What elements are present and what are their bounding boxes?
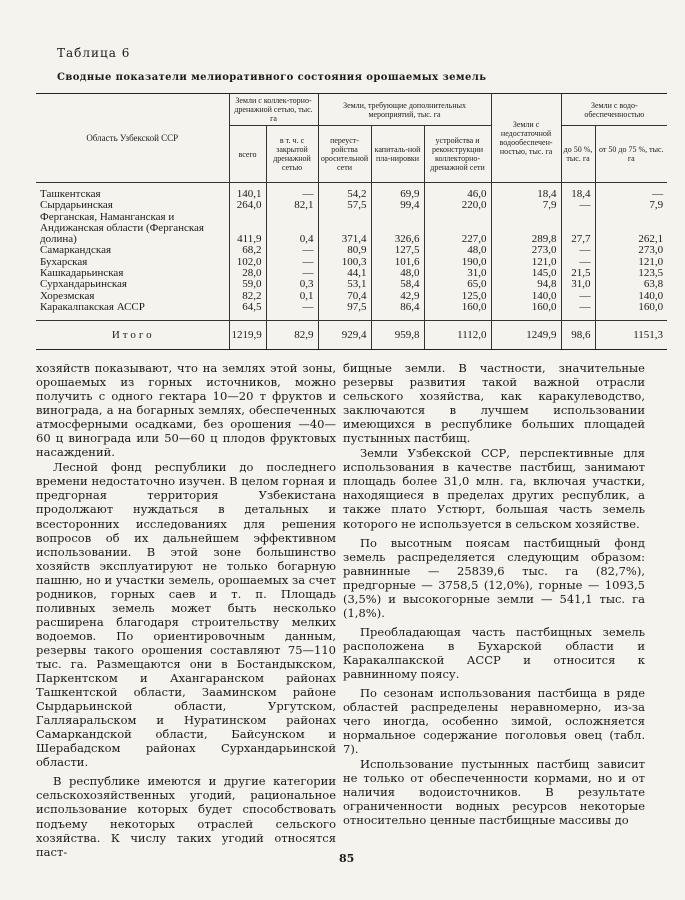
cell-insufficient-water: 18,4: [491, 183, 561, 201]
cell-drainage-reconstruction: 48,0: [424, 245, 491, 256]
cell-collector-total: 28,0: [229, 268, 266, 279]
table-row: [36, 279, 667, 290]
header-capital-leveling: капиталь-ной пла-нировки: [371, 126, 424, 183]
cell-closed-drain: —: [266, 183, 318, 201]
header-50to75: от 50 до 75 %, тыс. га: [595, 126, 667, 183]
cell-50to75: 140,0: [638, 289, 664, 302]
cell-insufficient-water: 94,8: [491, 279, 561, 290]
table-label: Таблица 6: [57, 46, 131, 60]
header-drainage-reconstruction: устройства и реконструкции коллекторно-дренажной сети: [424, 126, 491, 183]
cell-collector-total: 59,0: [229, 279, 266, 290]
total-label: Итого: [36, 321, 229, 350]
region-cell: Ташкентская: [36, 183, 229, 201]
cell-rebuild-irrigation: 371,4: [318, 212, 371, 246]
region-cell: Сурхандарьинская: [36, 279, 229, 290]
melioration-table: [36, 93, 667, 350]
header-upto50: до 50 %, тыс. га: [561, 126, 595, 183]
cell-collector-total: 68,2: [229, 245, 266, 256]
cell-50to75: 160,0: [638, 300, 664, 313]
cell-capital-leveling: 127,5: [371, 245, 424, 256]
header-region: Область Узбекской ССР: [36, 94, 229, 183]
cell-50to75: 63,8: [643, 278, 664, 291]
text-column-left: [36, 361, 336, 860]
cell-capital-leveling: 326,6: [371, 212, 424, 246]
cell-rebuild-irrigation: 97,5: [318, 302, 371, 321]
cell-upto50: 31,0: [561, 279, 595, 290]
cell-upto50: —: [561, 257, 595, 268]
cell-insufficient-water: 273,0: [491, 245, 561, 256]
cell-closed-drain: 82,9: [266, 321, 318, 350]
cell-rebuild-irrigation: 54,2: [318, 183, 371, 201]
region-cell: Каракалпакская АССР: [36, 302, 229, 321]
cell-rebuild-irrigation: 44,1: [318, 268, 371, 279]
cell-rebuild-irrigation: 100,3: [318, 257, 371, 268]
paragraph: В республике имеются и другие категории сельскохозяйственных угодий, рациональное использование которых будет способствовать подъему некоторых отраслей сельского хозяйства. К числу таких угодий относятся паст-: [36, 774, 336, 859]
cell-insufficient-water: 289,8: [491, 212, 561, 246]
table-row: [36, 302, 667, 321]
header-total: всего: [229, 126, 266, 183]
paragraph: бищные земли. В частности, значительные резервы развития такой важной отрасли сельского хозяйства, как каракулеводство, заключаются в лучшем использовании имеющихся в республике больших площадей пустынных пастбищ.: [343, 361, 645, 446]
paragraph: Земли Узбекской ССР, перспективные для использования в качестве пастбищ, занимают площадь более 31,0 млн. га, включая участки, находящиеся в пределах других республик, а также плато Устюрт, большая часть земель которого не используется в сельском хозяйстве.: [343, 446, 645, 531]
cell-capital-leveling: 58,4: [371, 279, 424, 290]
cell-closed-drain: —: [266, 268, 318, 279]
cell-closed-drain: 82,1: [266, 200, 318, 211]
cell-rebuild-irrigation: 70,4: [318, 291, 371, 302]
cell-50to75: 7,9: [649, 199, 664, 212]
cell-collector-total: 64,5: [229, 302, 266, 321]
cell-closed-drain: 0,3: [266, 279, 318, 290]
header-collector-group: Земли с коллек-торно-дренажной сетью, тыс. га: [229, 94, 318, 126]
cell-drainage-reconstruction: 227,0: [424, 212, 491, 246]
page-number: 85: [339, 852, 355, 865]
cell-upto50: 18,4: [561, 183, 595, 201]
header-water-supply-group: Земли с водо-обеспеченностью: [561, 94, 667, 126]
cell-upto50: 21,5: [561, 268, 595, 279]
cell-upto50: 98,6: [561, 321, 595, 350]
cell-drainage-reconstruction: 65,0: [424, 279, 491, 290]
cell-insufficient-water: 1249,9: [491, 321, 561, 350]
cell-capital-leveling: 69,9: [371, 183, 424, 201]
cell-drainage-reconstruction: 31,0: [424, 268, 491, 279]
cell-collector-total: 264,0: [229, 200, 266, 211]
cell-rebuild-irrigation: 929,4: [318, 321, 371, 350]
cell-closed-drain: 0,4: [266, 212, 318, 246]
cell-50to75: 262,1: [638, 233, 664, 246]
cell-insufficient-water: 121,0: [491, 257, 561, 268]
cell-drainage-reconstruction: 220,0: [424, 200, 491, 211]
header-rebuild-irrigation: переуст-ройства оросительной сети: [318, 126, 371, 183]
cell-capital-leveling: 48,0: [371, 268, 424, 279]
cell-capital-leveling: 99,4: [371, 200, 424, 211]
cell-insufficient-water: 7,9: [491, 200, 561, 211]
cell-50to75: 123,5: [638, 267, 664, 280]
cell-upto50: 27,7: [561, 212, 595, 246]
table-title: Сводные показатели мелиоративного состояния орошаемых земель: [57, 72, 487, 83]
cell-upto50: —: [561, 200, 595, 211]
header-closed-drain: в т. ч. с закрытой дренажной сетью: [266, 126, 318, 183]
cell-rebuild-irrigation: 57,5: [318, 200, 371, 211]
cell-50to75: 121,0: [638, 255, 664, 268]
cell-insufficient-water: 160,0: [491, 302, 561, 321]
table-row: [36, 200, 667, 211]
header-insufficient-water: Земли с недостаточной водообеспечен-ностью, тыс. га: [491, 94, 561, 183]
total-row: [36, 321, 667, 350]
region-cell: Сырдарьинская: [36, 200, 229, 211]
paragraph: Использование пустынных пастбищ зависит не только от обеспеченности кормами, но и от наличия водоисточников. В результате ограниченности водных ресурсов некоторые относительно ценные пастбищные массивы до: [343, 757, 645, 828]
header-improvement-group: Земли, требующие дополнительных мероприятий, тыс. га: [318, 94, 491, 126]
region-cell: Кашкадарьинская: [36, 268, 229, 279]
paragraph: Лесной фонд республики до последнего времени недостаточно изучен. В целом горная и предгорная территория Узбекистана продолжают нуждаться в детальных и всесторонних исследованиях для решения вопросов об их дальнейшем эффективном использовании. В этой зоне большинство хозяйств эксплуатируют не только богарную пашню, но и участки земель, орошаемых за счет родников, горных саев и т. п. Площадь поливных земель может быть несколько расширена благодаря строительству мелких водоемов. По ориентировочным данным, резервы такого орошения составляют 75—110 тыс. га. Размещаются они в Бостандыкском, Паркентском и Ахангаранском районах Ташкентской области, Зааминском районе Сырдарьинской области, Ургутском, Галляаральском и Нуратинском районах Самаркандской области, Байсунском и Шерабадском районах Сурхандарьинской области.: [36, 460, 336, 770]
cell-closed-drain: —: [266, 245, 318, 256]
paragraph: По сезонам использования пастбища в ряде областей распределены неравномерно, из-за чего иногда, особенно зимой, осложняется нормальное содержание поголовья овец (табл. 7).: [343, 686, 645, 757]
paragraph: хозяйств показывают, что на землях этой зоны, орошаемых из горных источников, можно получить с одного гектара 10—20 т фруктов и винограда, а на богарных землях, обеспеченных атмосферными осадками, без орошения —40—60 ц винограда или 50—60 ц плодов фруктовых насаждений.: [36, 361, 336, 460]
region-cell: Ферганская, Наманганская и Андижанская области (Ферганская долина): [36, 212, 229, 246]
paragraph: По высотным поясам пастбищный фонд земель распределяется следующим образом: равнинные — 25839,6 тыс. га (82,7%), предгорные — 3758,5 (12,0%), горные — 1093,5 (3,5%) и высокогорные земли — 541,1 тыс. га (1,8%).: [343, 535, 645, 620]
cell-capital-leveling: 86,4: [371, 302, 424, 321]
cell-capital-leveling: 959,8: [371, 321, 424, 350]
cell-drainage-reconstruction: 190,0: [424, 257, 491, 268]
cell-upto50: —: [561, 245, 595, 256]
cell-drainage-reconstruction: 160,0: [424, 302, 491, 321]
cell-closed-drain: —: [266, 302, 318, 321]
cell-upto50: —: [561, 291, 595, 302]
table-row: [36, 212, 667, 246]
cell-drainage-reconstruction: 46,0: [424, 183, 491, 201]
cell-collector-total: 82,2: [229, 291, 266, 302]
cell-collector-total: 411,9: [229, 212, 266, 246]
cell-50to75: 1151,3: [595, 321, 667, 350]
cell-insufficient-water: 145,0: [491, 268, 561, 279]
cell-capital-leveling: 101,6: [371, 257, 424, 268]
paragraph: Преобладающая часть пастбищных земель расположена в Бухарской области и Каракалпакской АССР и относится к равнинному поясу.: [343, 624, 645, 681]
region-cell: Хорезмская: [36, 291, 229, 302]
cell-closed-drain: —: [266, 257, 318, 268]
region-cell: Самаркандская: [36, 245, 229, 256]
cell-upto50: —: [561, 302, 595, 321]
cell-collector-total: 1219,9: [229, 321, 266, 350]
cell-drainage-reconstruction: 125,0: [424, 291, 491, 302]
text-column-right: [343, 361, 645, 829]
cell-rebuild-irrigation: 80,9: [318, 245, 371, 256]
cell-50to75: 273,0: [638, 244, 664, 257]
cell-capital-leveling: 42,9: [371, 291, 424, 302]
table-row: [36, 183, 667, 201]
cell-insufficient-water: 140,0: [491, 291, 561, 302]
cell-collector-total: 102,0: [229, 257, 266, 268]
cell-drainage-reconstruction: 1112,0: [424, 321, 491, 350]
cell-closed-drain: 0,1: [266, 291, 318, 302]
cell-collector-total: 140,1: [229, 183, 266, 201]
cell-rebuild-irrigation: 53,1: [318, 279, 371, 290]
cell-50to75: —: [652, 188, 664, 200]
region-cell: Бухарская: [36, 257, 229, 268]
